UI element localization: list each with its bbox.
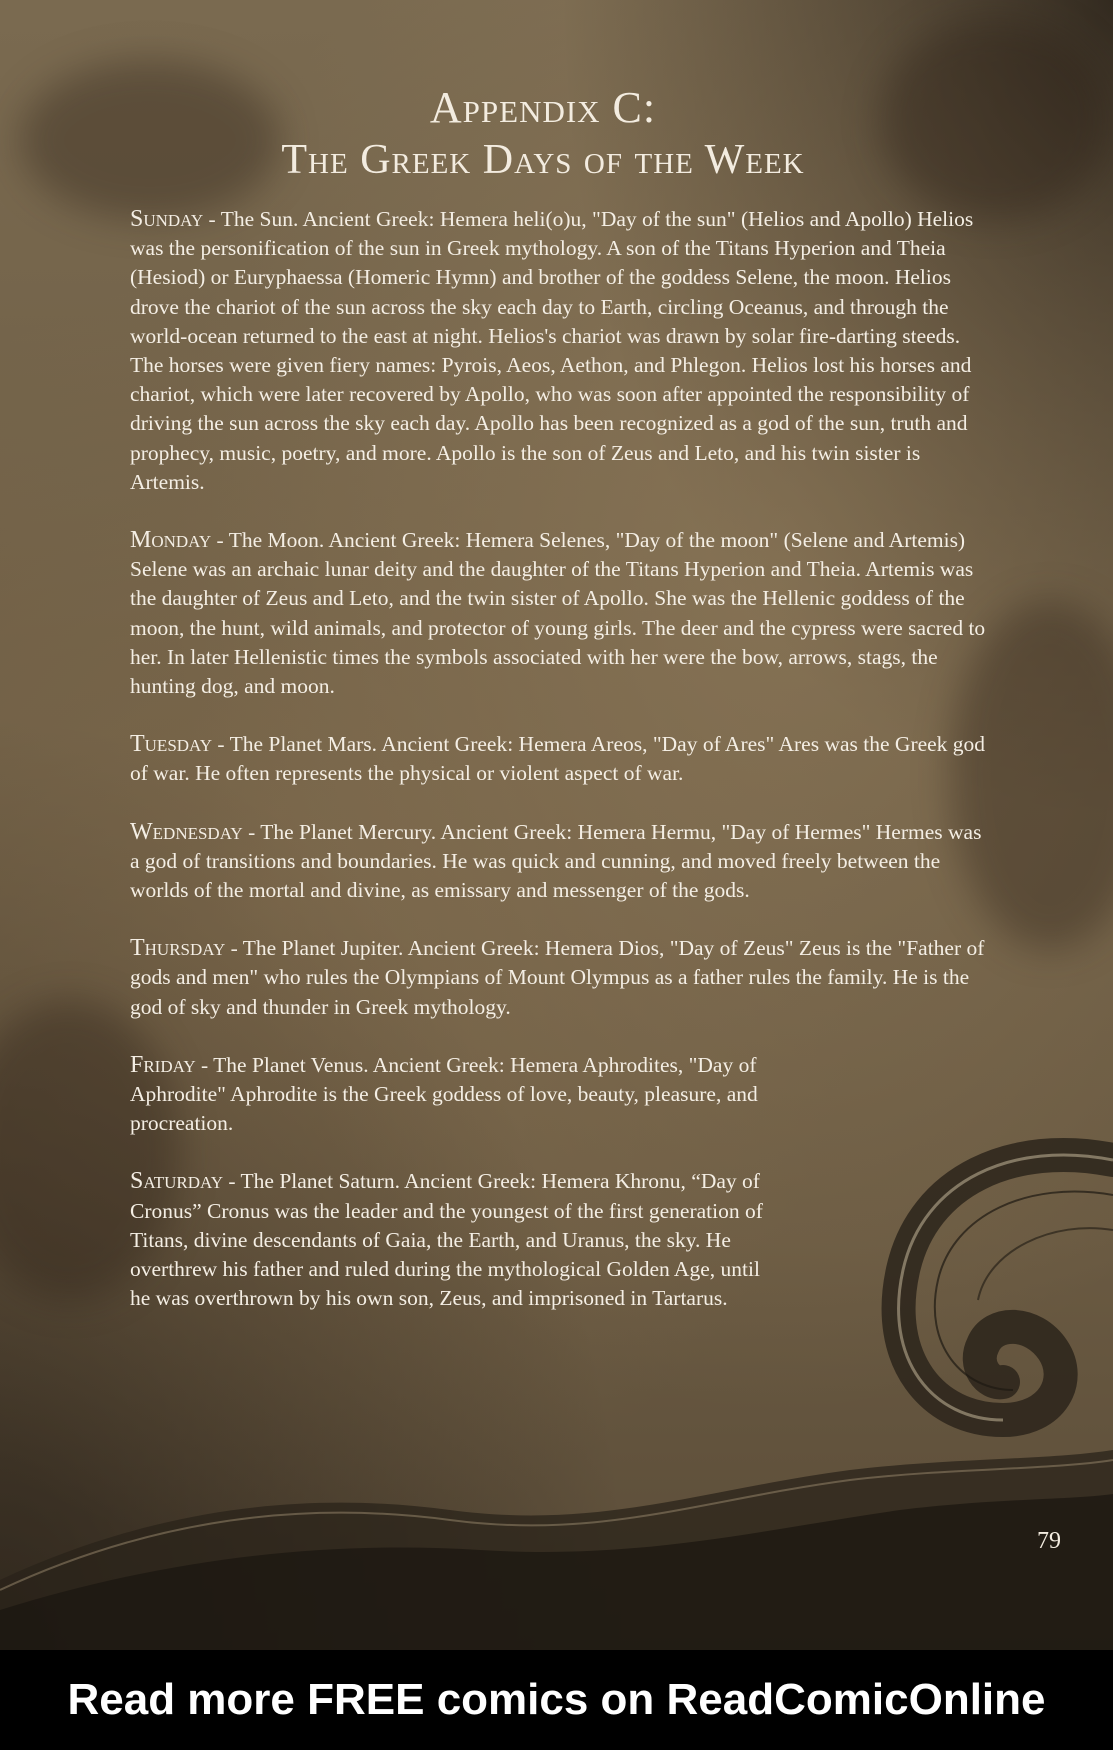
day-name: Saturday xyxy=(130,1168,224,1195)
curling-wave-illustration xyxy=(813,1120,1113,1450)
page-number: 79 xyxy=(1037,1528,1061,1554)
entry-sunday xyxy=(130,205,990,497)
promo-banner[interactable]: Read more FREE comics on ReadComicOnline xyxy=(0,1650,1113,1750)
entry-text: - The Moon. Ancient Greek: Hemera Selenes, "Day of the moon" (Selene and Artemis) Selene was an archaic lunar deity and the daughter of the Titans Hyperion and Theia. Artemis was the daughter of Zeus and Leto, and the twin sister of Apollo. She was the Hellenic goddess of the moon, the hunt, wild animals, and protector of young girls. The deer and the cypress were sacred to her. In later Hellenistic times the symbols associated with her were the bow, arrows, stags, the hunting dog, and moon. xyxy=(130,528,986,699)
day-name: Friday xyxy=(130,1051,196,1078)
entry-text: - The Planet Mars. Ancient Greek: Hemera Areos, "Day of Ares" Ares was the Greek god of war. He often represents the physical or violent aspect of war. xyxy=(130,732,986,786)
day-name: Monday xyxy=(130,527,212,554)
entry-friday xyxy=(130,1051,780,1139)
day-name: Tuesday xyxy=(130,731,213,758)
day-name: Wednesday xyxy=(130,818,243,845)
entry-text: - The Planet Venus. Ancient Greek: Hemera Aphrodites, "Day of Aphrodite" Aphrodite is the Greek goddess of love, beauty, pleasure, and procreation. xyxy=(130,1052,758,1136)
title-line-2: The Greek Days of the Week xyxy=(281,137,805,183)
entry-text: - The Planet Jupiter. Ancient Greek: Hemera Dios, "Day of Zeus" Zeus is the "Father of gods and men" who rules the Olympians of Mount Olympus as a father rules the family. He is the god of sky and thunder in Greek mythology. xyxy=(130,936,985,1019)
title-line-1: Appendix C: xyxy=(429,83,657,132)
entry-text: - The Sun. Ancient Greek: Hemera heli(o)u, "Day of the sun" (Helios and Apollo) Helios was the personification of the sun in Greek mythology. A son of the Titans Hyperion and Theia (Hesiod) or Euryphaessa (Homeric Hymn) and brother of the goddess Selene, the moon. Helios drove the chariot of the sun across the sky each day to Earth, circling Oceanus, and through the world-ocean returned to the east at night. Helios's chariot was drawn by solar fire-darting steeds. The horses were given fiery names: Pyrois, Aeos, Aethon, and Phlegon. Helios lost his horses and chariot, which were later recovered by Apollo, who was soon after appointed the responsibility of driving the sun across the sky each day. Apollo has been recognized as a god of the sun, truth and prophecy, music, poetry, and more. Apollo is the son of Zeus and Leto, and his twin sister is Artemis. xyxy=(130,207,974,494)
entry-saturday xyxy=(130,1167,780,1313)
day-name: Sunday xyxy=(130,206,204,232)
page-title xyxy=(0,82,1086,186)
entry-text: - The Planet Saturn. Ancient Greek: Hemera Khronu, “Day of Cronus” Cronus was the leader and the youngest of the first generation of Titans, divine descendants of Gaia, the Earth, and Uranus, the sky. He overthrew his father and ruled during the mythological Golden Age, until he was overthrown by his own son, Zeus, and imprisoned in Tartarus. xyxy=(130,1169,763,1311)
entry-text: - The Planet Mercury. Ancient Greek: Hemera Hermu, "Day of Hermes" Hermes was a god of transitions and boundaries. He was quick and cunning, and moved freely between the worlds of the mortal and divine, as emissary and messenger of the gods. xyxy=(130,819,982,903)
entry-tuesday xyxy=(130,730,990,788)
entry-thursday xyxy=(130,934,990,1022)
day-name: Thursday xyxy=(130,935,226,962)
entry-wednesday xyxy=(130,818,990,906)
entry-monday xyxy=(130,526,990,701)
bottom-wave-illustration xyxy=(0,1450,1113,1650)
